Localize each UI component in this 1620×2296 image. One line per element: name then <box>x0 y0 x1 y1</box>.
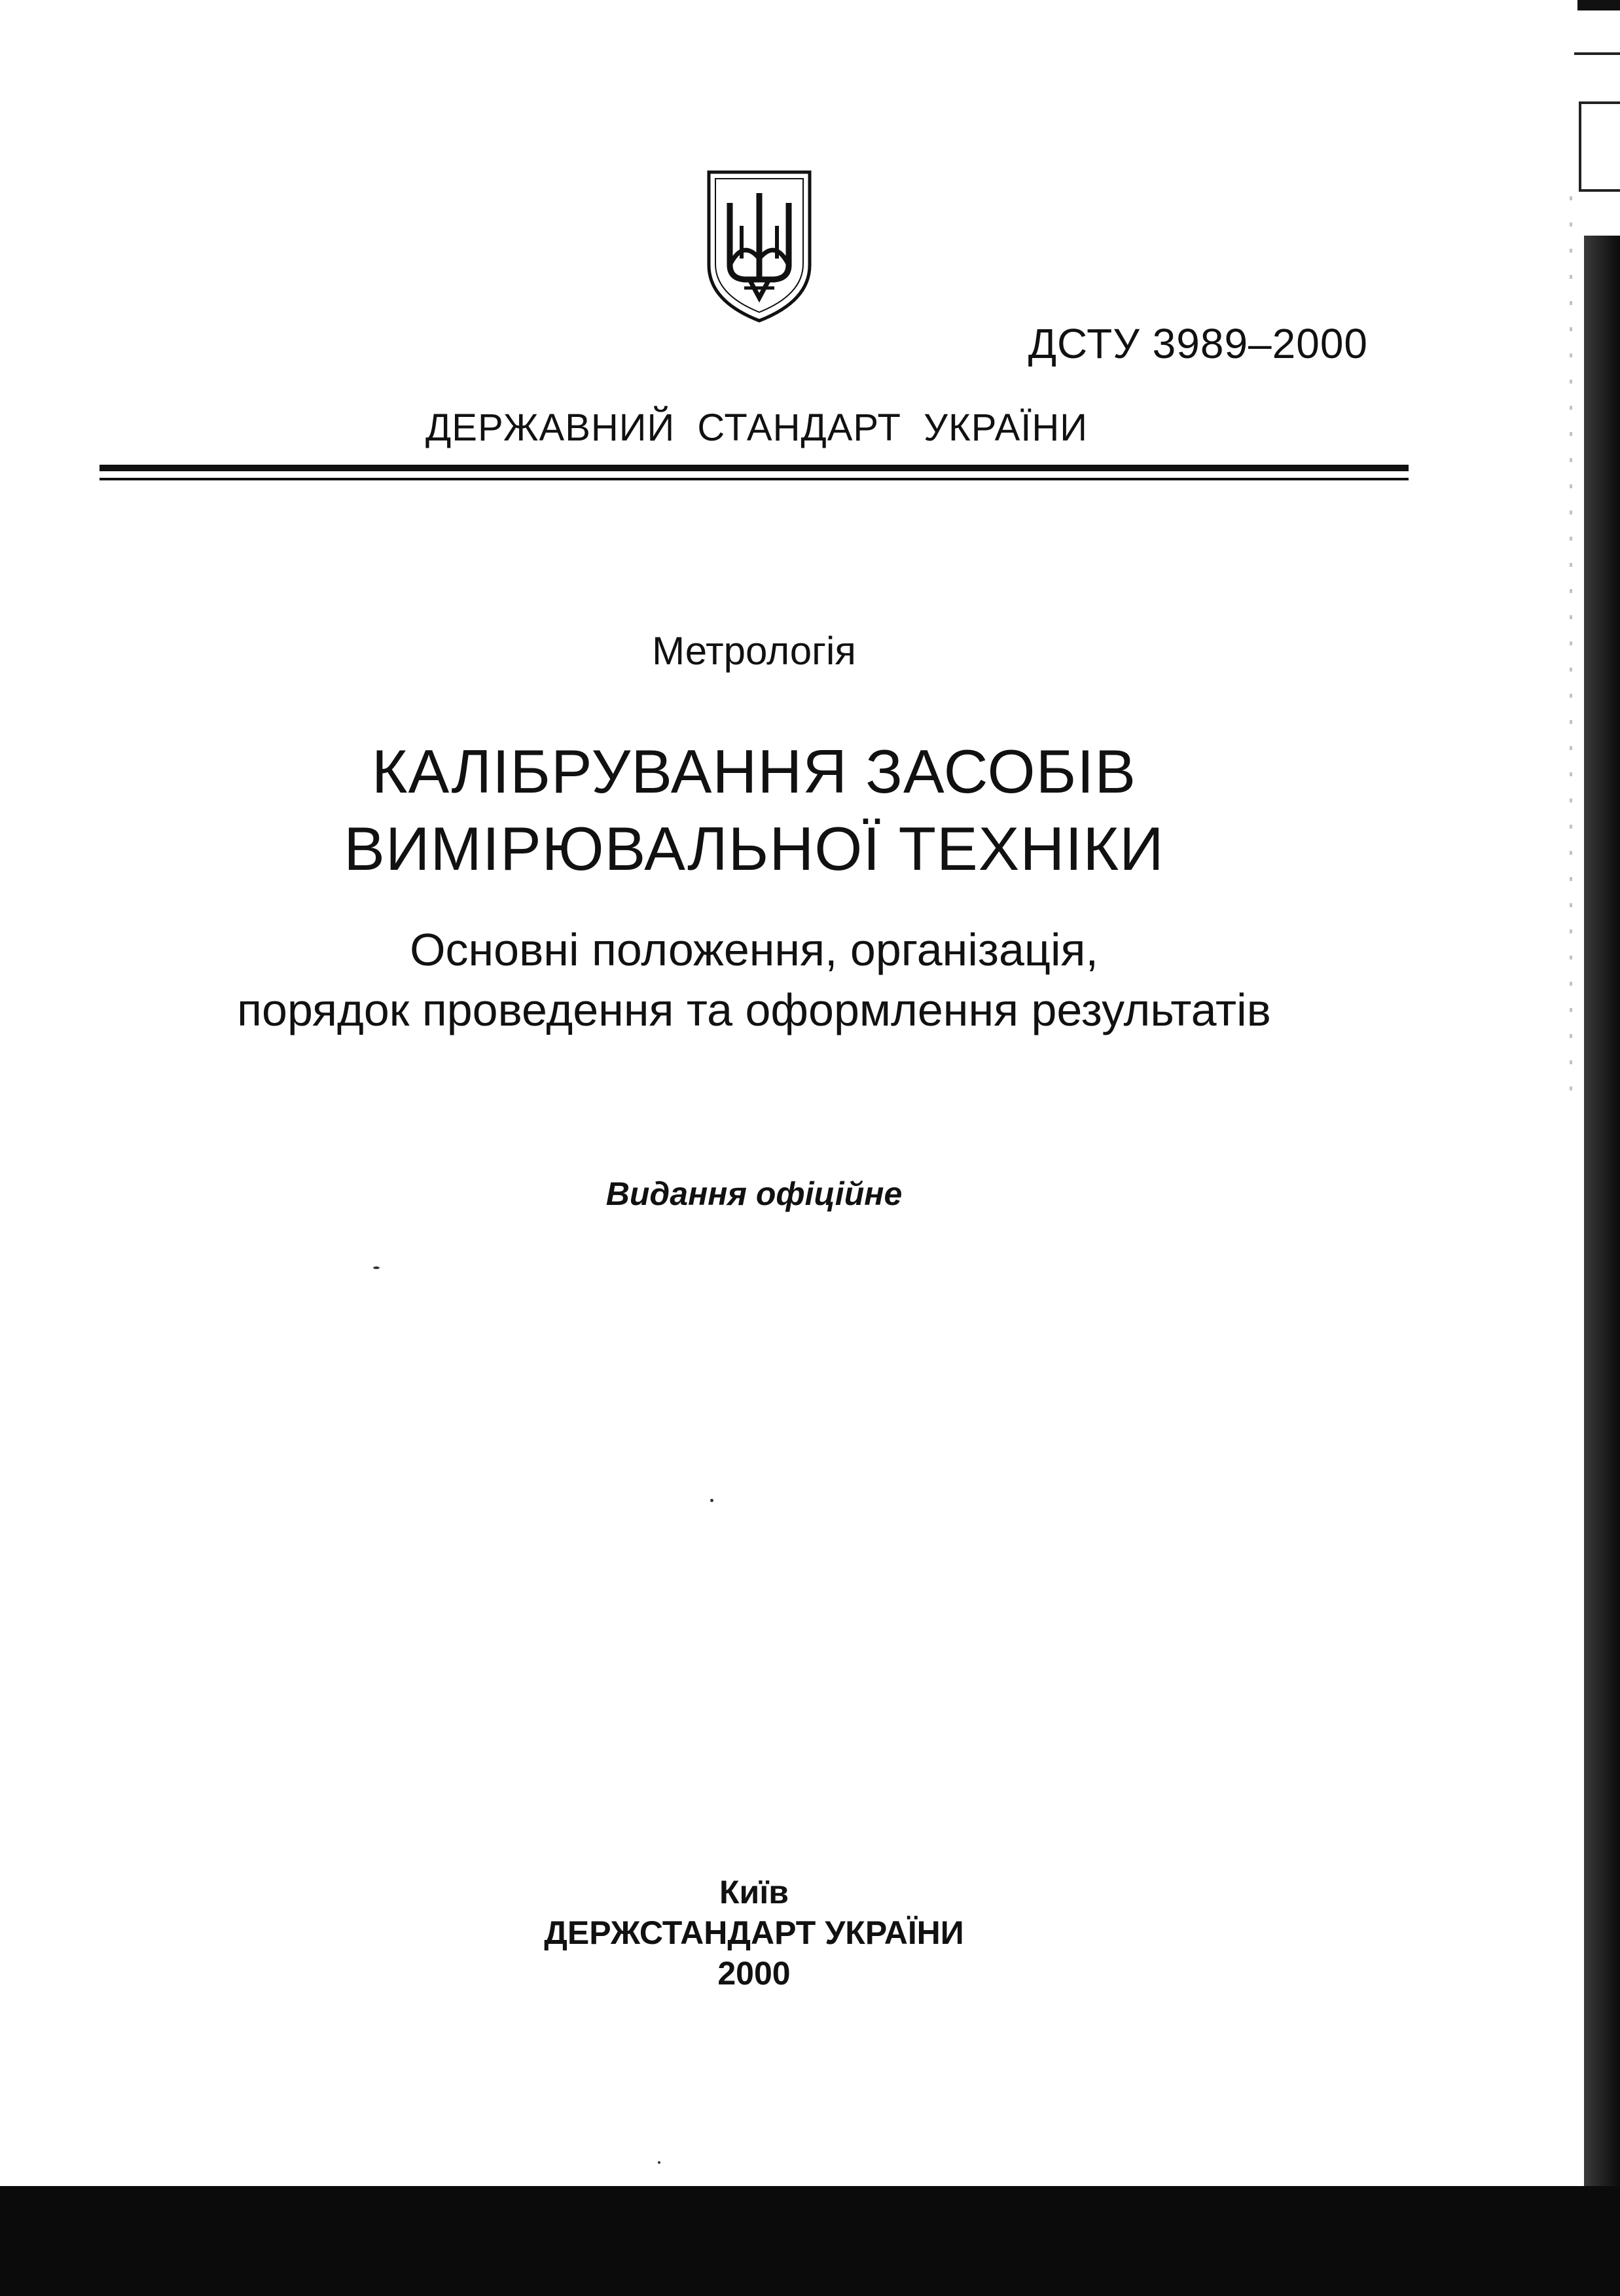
scan-edge-mark <box>1577 0 1620 10</box>
header-divider-thick <box>99 465 1409 471</box>
scan-edge-right <box>1584 236 1620 2186</box>
scan-speck <box>658 2161 660 2164</box>
title-line-2: ВИМІРЮВАЛЬНОЇ ТЕХНІКИ <box>344 814 1164 883</box>
document-subtitle <box>99 920 1409 1040</box>
scan-edge-mark <box>1574 52 1620 55</box>
publication-year: 2000 <box>717 1955 791 1992</box>
publisher-block <box>99 1872 1409 1994</box>
publisher-organization: ДЕРЖСТАНДАРТ УКРАЇНИ <box>544 1914 964 1951</box>
document-code: ДСТУ 3989–2000 <box>1028 320 1368 367</box>
scan-edge-line <box>1570 196 1572 1113</box>
subject-field: Метрологія <box>652 629 856 673</box>
subtitle-line-1: Основні положення, організація, <box>410 924 1098 975</box>
scan-edge-bracket <box>1579 101 1620 192</box>
scan-speck <box>373 1266 380 1269</box>
publisher-city: Київ <box>719 1874 789 1910</box>
edition-note: Видання офіційне <box>605 1175 903 1212</box>
scan-edge-bottom <box>0 2186 1620 2296</box>
header-divider-thin <box>99 478 1409 480</box>
trident-coat-of-arms-icon <box>704 167 815 324</box>
title-line-1: КАЛІБРУВАННЯ ЗАСОБІВ <box>371 737 1137 806</box>
subtitle-line-2: порядок проведення та оформлення результатів <box>237 984 1271 1035</box>
standard-type-label: ДЕРЖАВНИЙ СТАНДАРТ УКРАЇНИ <box>425 406 1088 449</box>
scan-speck <box>710 1499 713 1502</box>
document-title <box>99 733 1409 888</box>
